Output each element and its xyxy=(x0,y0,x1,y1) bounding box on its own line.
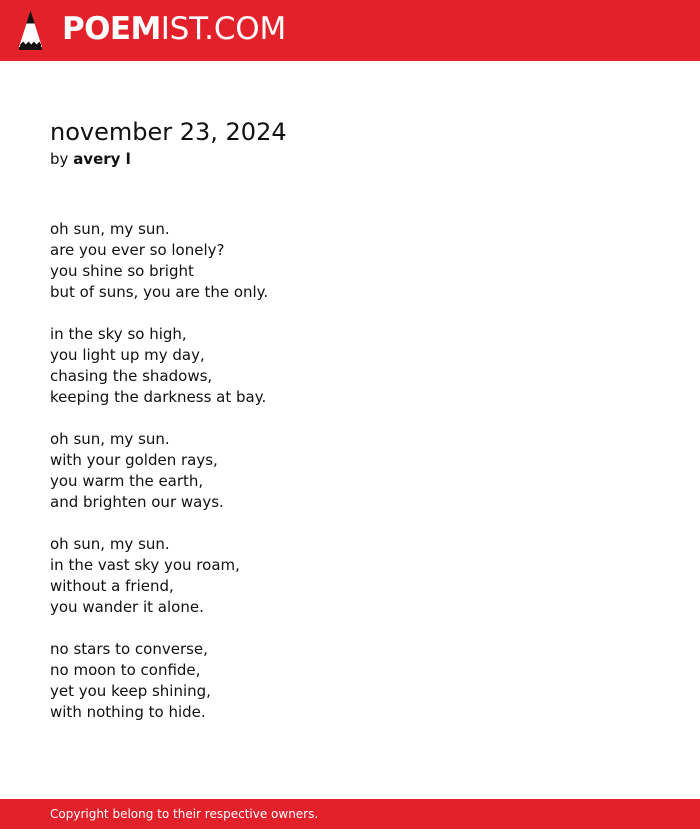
poem-line: chasing the shadows, xyxy=(50,367,213,385)
poem-line: you warm the earth, xyxy=(50,472,204,490)
author-link[interactable]: avery l xyxy=(73,150,131,168)
poem-line: oh sun, my sun. xyxy=(50,430,170,448)
site-logo-light: IST.COM xyxy=(160,11,287,47)
poem-line: in the sky so high, xyxy=(50,325,187,343)
site-logo-text xyxy=(62,11,287,47)
poem-line: with your golden rays, xyxy=(50,451,218,469)
copyright-text: Copyright belong to their respective owners. xyxy=(50,807,319,821)
stanza-5 xyxy=(50,639,650,723)
poem-line: no stars to converse, xyxy=(50,640,208,658)
site-logo-strong: POEM xyxy=(62,11,161,47)
site-footer xyxy=(0,799,700,829)
poem-line: but of suns, you are the only. xyxy=(50,283,269,301)
byline-label: by xyxy=(50,150,69,168)
poem-line: yet you keep shining, xyxy=(50,682,211,700)
stanza-3 xyxy=(50,429,650,513)
poem-line: oh sun, my sun. xyxy=(50,535,170,553)
poem-line: you light up my day, xyxy=(50,346,205,364)
stanza-4 xyxy=(50,534,650,618)
poem-line: and brighten our ways. xyxy=(50,493,224,511)
poem-line: you shine so bright xyxy=(50,262,194,280)
poem-line: you wander it alone. xyxy=(50,598,204,616)
poem-line: oh sun, my sun. xyxy=(50,220,170,238)
site-logo-link[interactable] xyxy=(0,0,286,61)
site-header xyxy=(0,0,700,61)
poem-line: in the vast sky you roam, xyxy=(50,556,240,574)
poem-line: without a friend, xyxy=(50,577,174,595)
pencil-icon xyxy=(18,10,43,51)
poem-content xyxy=(50,116,650,744)
poem-byline xyxy=(50,149,650,169)
poem-line: with nothing to hide. xyxy=(50,703,206,721)
poem-line: are you ever so lonely? xyxy=(50,241,225,259)
poem-text xyxy=(50,219,650,723)
stanza-2 xyxy=(50,324,650,408)
poem-line: keeping the darkness at bay. xyxy=(50,388,267,406)
poem-title: november 23, 2024 xyxy=(50,118,287,146)
poem-line: no moon to confide, xyxy=(50,661,201,679)
stanza-1 xyxy=(50,219,650,303)
